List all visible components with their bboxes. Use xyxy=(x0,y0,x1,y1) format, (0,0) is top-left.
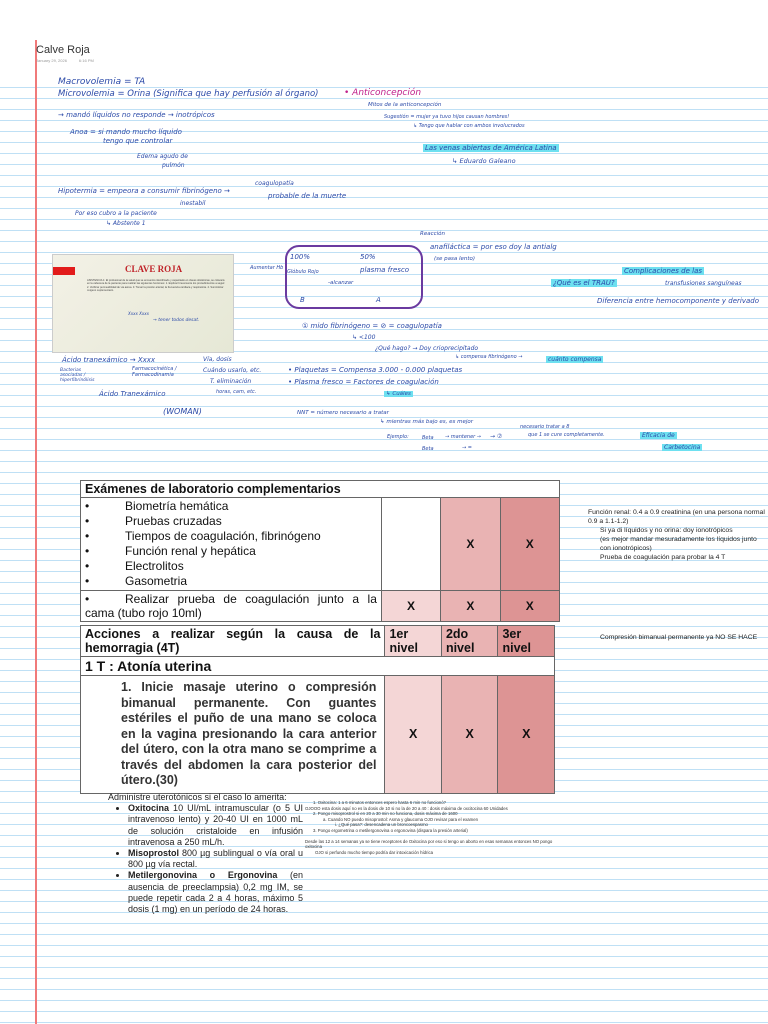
clave-roja-slide-image xyxy=(52,254,234,353)
lab-side-note: Función renal: 0.4 a 0.9 creatinina (en una persona normal 0.9 a 1.1-1.2) Si ya di líquidos y no orina: doy ionotrópicos (es mejor mandar mesuradamente los líquidos junto con ionotrópicos) Prueba de coagulación para probar la 4 T xyxy=(588,509,765,561)
level-2-header: 2do nivel xyxy=(441,626,498,657)
page-time: 6:16 PM xyxy=(78,58,94,63)
note-highlight: Las venas abiertas de América Latina xyxy=(425,144,557,152)
note: ↳ <100 xyxy=(352,334,376,341)
note: que 1 se cure completamente. xyxy=(528,432,605,438)
note: Mitos de la anticoncepción xyxy=(368,102,442,108)
note: NNT = número necesario a tratar xyxy=(297,410,389,416)
note: Bacterias asociadas / hiperfibrinólisis xyxy=(60,368,95,383)
note: inestabil xyxy=(180,200,206,207)
note: -alcanzar xyxy=(328,280,354,286)
note: ↳ compensa fibrinógeno → xyxy=(455,354,523,360)
note: Beta xyxy=(422,435,434,441)
note: horas, cam, etc. xyxy=(216,389,257,395)
note: Ácido tranexámico → Xxxx xyxy=(62,356,156,364)
note: A xyxy=(376,296,381,304)
note: → = xyxy=(462,445,472,451)
note: Ejemplo: xyxy=(387,434,409,440)
action-item: 1. Inicie masaje uterino o compresión bimanual permanente. Con guantes estériles el puño de una mano se coloca en la vagina presionando la cara anterior del útero, con la otra mano se comprime a través del abdomen la cara posterior del útero.(30) xyxy=(81,676,385,794)
note: 100% xyxy=(290,253,311,261)
actions-side-note: Compresión bimanual permanente ya NO SE HACE xyxy=(600,634,758,641)
lab-table-header: Exámenes de laboratorio complementarios xyxy=(81,481,560,498)
page-timestamp xyxy=(36,58,106,63)
note: → mantener → xyxy=(445,434,481,440)
page-date: January 29, 2026 xyxy=(36,58,67,63)
uterotonics-intro: Administre uterotónicos si el caso lo amerita: xyxy=(108,792,287,802)
bedside-coag-test: • Realizar prueba de coagulación junto a la cama (tubo rojo 10ml) xyxy=(81,591,382,622)
note: plasma fresco xyxy=(360,266,410,274)
margin-line xyxy=(35,40,37,1024)
note: Aumentar Hb xyxy=(250,265,284,271)
note-highlight: Complicaciones de las xyxy=(624,267,703,275)
note: Diferencia entre hemocomponente y derivado xyxy=(597,297,760,305)
note-highlight: cuánto compensa xyxy=(548,356,602,363)
note: ↳ Tengo que hablar con ambos involucrados xyxy=(413,123,525,129)
uterotonics-notes: 1. Oxitocina: 1 a 6 minutos entonces espero hasta 6 min no funcionó? OJOOO esta dosis aquí no es la dosis de 10 si no la de 20 a 40 : dosis máxima de oxcitocina 60 Unidades 2. Pongo misoprostrol si en 20 a 30 min no funciona, dosis máxima de 1600 a. Cuando NO puedo misoprostol: Asma y glaucoma OJO revisar para el examen i. ¿Qué pasa?: desencadena un broncoespasmo 3. Pongo ergometrina o metilergonovina o ergonovina (dispara la presión arterial) Desde las 12 a 14 semanas ya se tiene receptores de Oxitocina por eso si tengo un aborto en esas semanas entonces NO pongo oxitocina OJO si perfundo mucho tiempo podría dar intoxicación hídrica xyxy=(305,800,553,855)
level1-mark: X xyxy=(385,676,442,794)
level-3-header: 3er nivel xyxy=(498,626,555,657)
level3-mark: X xyxy=(498,676,555,794)
level3-mark: X xyxy=(500,591,559,622)
note: Edema agudo de xyxy=(137,153,188,160)
slide-body: ASISTENCIA 1: El profesional de la salud que se encuentre identificado y capacitado en claves obstétricas, se colocará en la cabecera de la paciente para realizar las siguientes funciones: 1. Explicar brevemente los procedimientos a seguir. 2. Verificar permeabilidad de vía aérea. 3. Tomar la presión arterial, la frecuencia cardíaca y respiratoria. 4. Suministrar oxígeno suplementario. xyxy=(87,279,226,292)
note: ↳ mientras más bajo es, es mejor xyxy=(380,419,473,425)
level1-mark xyxy=(381,498,440,591)
actions-table xyxy=(80,625,555,794)
slide-title: CLAVE ROJA xyxy=(125,264,183,274)
note: Por eso cubro a la paciente xyxy=(75,210,157,217)
note: tengo que controlar xyxy=(103,137,173,145)
note: pulmón xyxy=(162,162,185,169)
lab-item: • Función renal y hepática xyxy=(85,544,256,558)
note: transfusiones sanguíneas xyxy=(665,280,742,287)
note: Beta xyxy=(422,446,434,452)
slide-annotation: → tener todos desat. xyxy=(153,318,200,323)
note: Farmacocinética / Farmacodinamia xyxy=(132,366,177,378)
note: Macrovolemia = TA xyxy=(58,77,146,87)
level2-mark: X xyxy=(441,676,498,794)
level2-mark: X xyxy=(441,591,500,622)
note: → ⑦ xyxy=(490,433,503,440)
actions-header: Acciones a realizar según la causa de la hemorragia (4T) xyxy=(81,626,385,657)
page-header-area xyxy=(0,0,768,77)
note: Anoa = si mando mucho líquido xyxy=(70,128,182,136)
note: coagulopatía xyxy=(255,180,294,187)
note: ↳ Eduardo Galeano xyxy=(452,157,516,165)
note: ¿Qué hago? → Doy crioprecipitado xyxy=(375,345,479,352)
uterotonics-block xyxy=(108,792,303,915)
slide-red-tag xyxy=(53,267,75,275)
note: Microvolemia = Orina (Significa que hay perfusión al órgano) xyxy=(58,89,319,99)
note: ① mido fibrinógeno = ⊘ = coagulopatía xyxy=(302,322,442,330)
note: necesario tratar a 8 xyxy=(520,424,570,430)
note: anafiláctica = por eso doy la antialg xyxy=(430,243,557,251)
section-atonia: 1 T : Atonía uterina xyxy=(81,657,555,676)
note-heading: • Anticoncepción xyxy=(344,88,422,98)
note: Cuándo usarlo, etc. xyxy=(203,367,262,374)
level1-mark: X xyxy=(381,591,440,622)
lab-exams-table xyxy=(80,480,560,622)
level2-mark: X xyxy=(441,498,500,591)
note: Vía, dosis xyxy=(203,356,232,363)
note-highlight: Eficacia de xyxy=(642,432,675,439)
lab-item: • Electrolitos xyxy=(85,559,184,573)
note: Ácido Tranexámico xyxy=(99,390,166,398)
note-highlight: ¿Qué es el TRAU? xyxy=(553,279,615,287)
note: 50% xyxy=(360,253,376,261)
drug-ergonovina: • Metilergonovina o Ergonovina (en ausencia de preeclampsia) 0,2 mg IM, se puede repetir cada 2 a 4 horas, máximo 5 dosis (1 mg) en un período de 24 horas. xyxy=(128,870,303,915)
lab-items-cell xyxy=(81,498,382,591)
note: • Plasma fresco = Factores de coagulación xyxy=(288,378,439,386)
level3-mark: X xyxy=(500,498,559,591)
note: T. eliminación xyxy=(210,378,252,385)
lab-item: • Biometría hemática xyxy=(85,499,229,513)
note: Glóbulo Rojo xyxy=(287,269,319,275)
note: Reacción xyxy=(420,231,446,237)
note: • Plaquetas = Compensa 3.000 - 0.000 plaquetas xyxy=(288,366,463,374)
lab-item: • Tiempos de coagulación, fibrinógeno xyxy=(85,529,321,543)
drug-misoprostol: • Misoprostol 800 µg sublingual o vía oral u 800 µg vía rectal. xyxy=(128,848,303,870)
note: (se pasa lento) xyxy=(434,256,476,262)
note: → mandó líquidos no responde → inotrópicos xyxy=(58,111,215,119)
slide-annotation: Xxxx Xxxx xyxy=(128,311,149,316)
lab-item: • Pruebas cruzadas xyxy=(85,514,222,528)
note: (WOMAN) xyxy=(163,407,202,416)
note: ↳ Abstente 1 xyxy=(106,220,146,227)
drug-oxitocina: • Oxitocina 10 UI/mL intramuscular (o 5 UI intravenoso lento) y 20-40 UI en 1000 mL de solución cristaloide en infusión intravenosa a 250 mL/h. xyxy=(128,803,303,848)
note: B xyxy=(300,296,305,304)
note-highlight: ↳ Cuáles xyxy=(386,391,411,397)
page-title[interactable]: Calve Roja xyxy=(36,44,90,56)
note: Sugestión = mujer ya tuvo hijos causan hombres! xyxy=(384,114,510,120)
note: Hipotermia = empeora a consumir fibrinógeno → xyxy=(58,187,230,195)
note-highlight: Carbetocina xyxy=(664,444,701,451)
note: probable de la muerte xyxy=(268,192,347,200)
lab-item: • Gasometria xyxy=(85,574,188,588)
level-1-header: 1er nivel xyxy=(385,626,442,657)
